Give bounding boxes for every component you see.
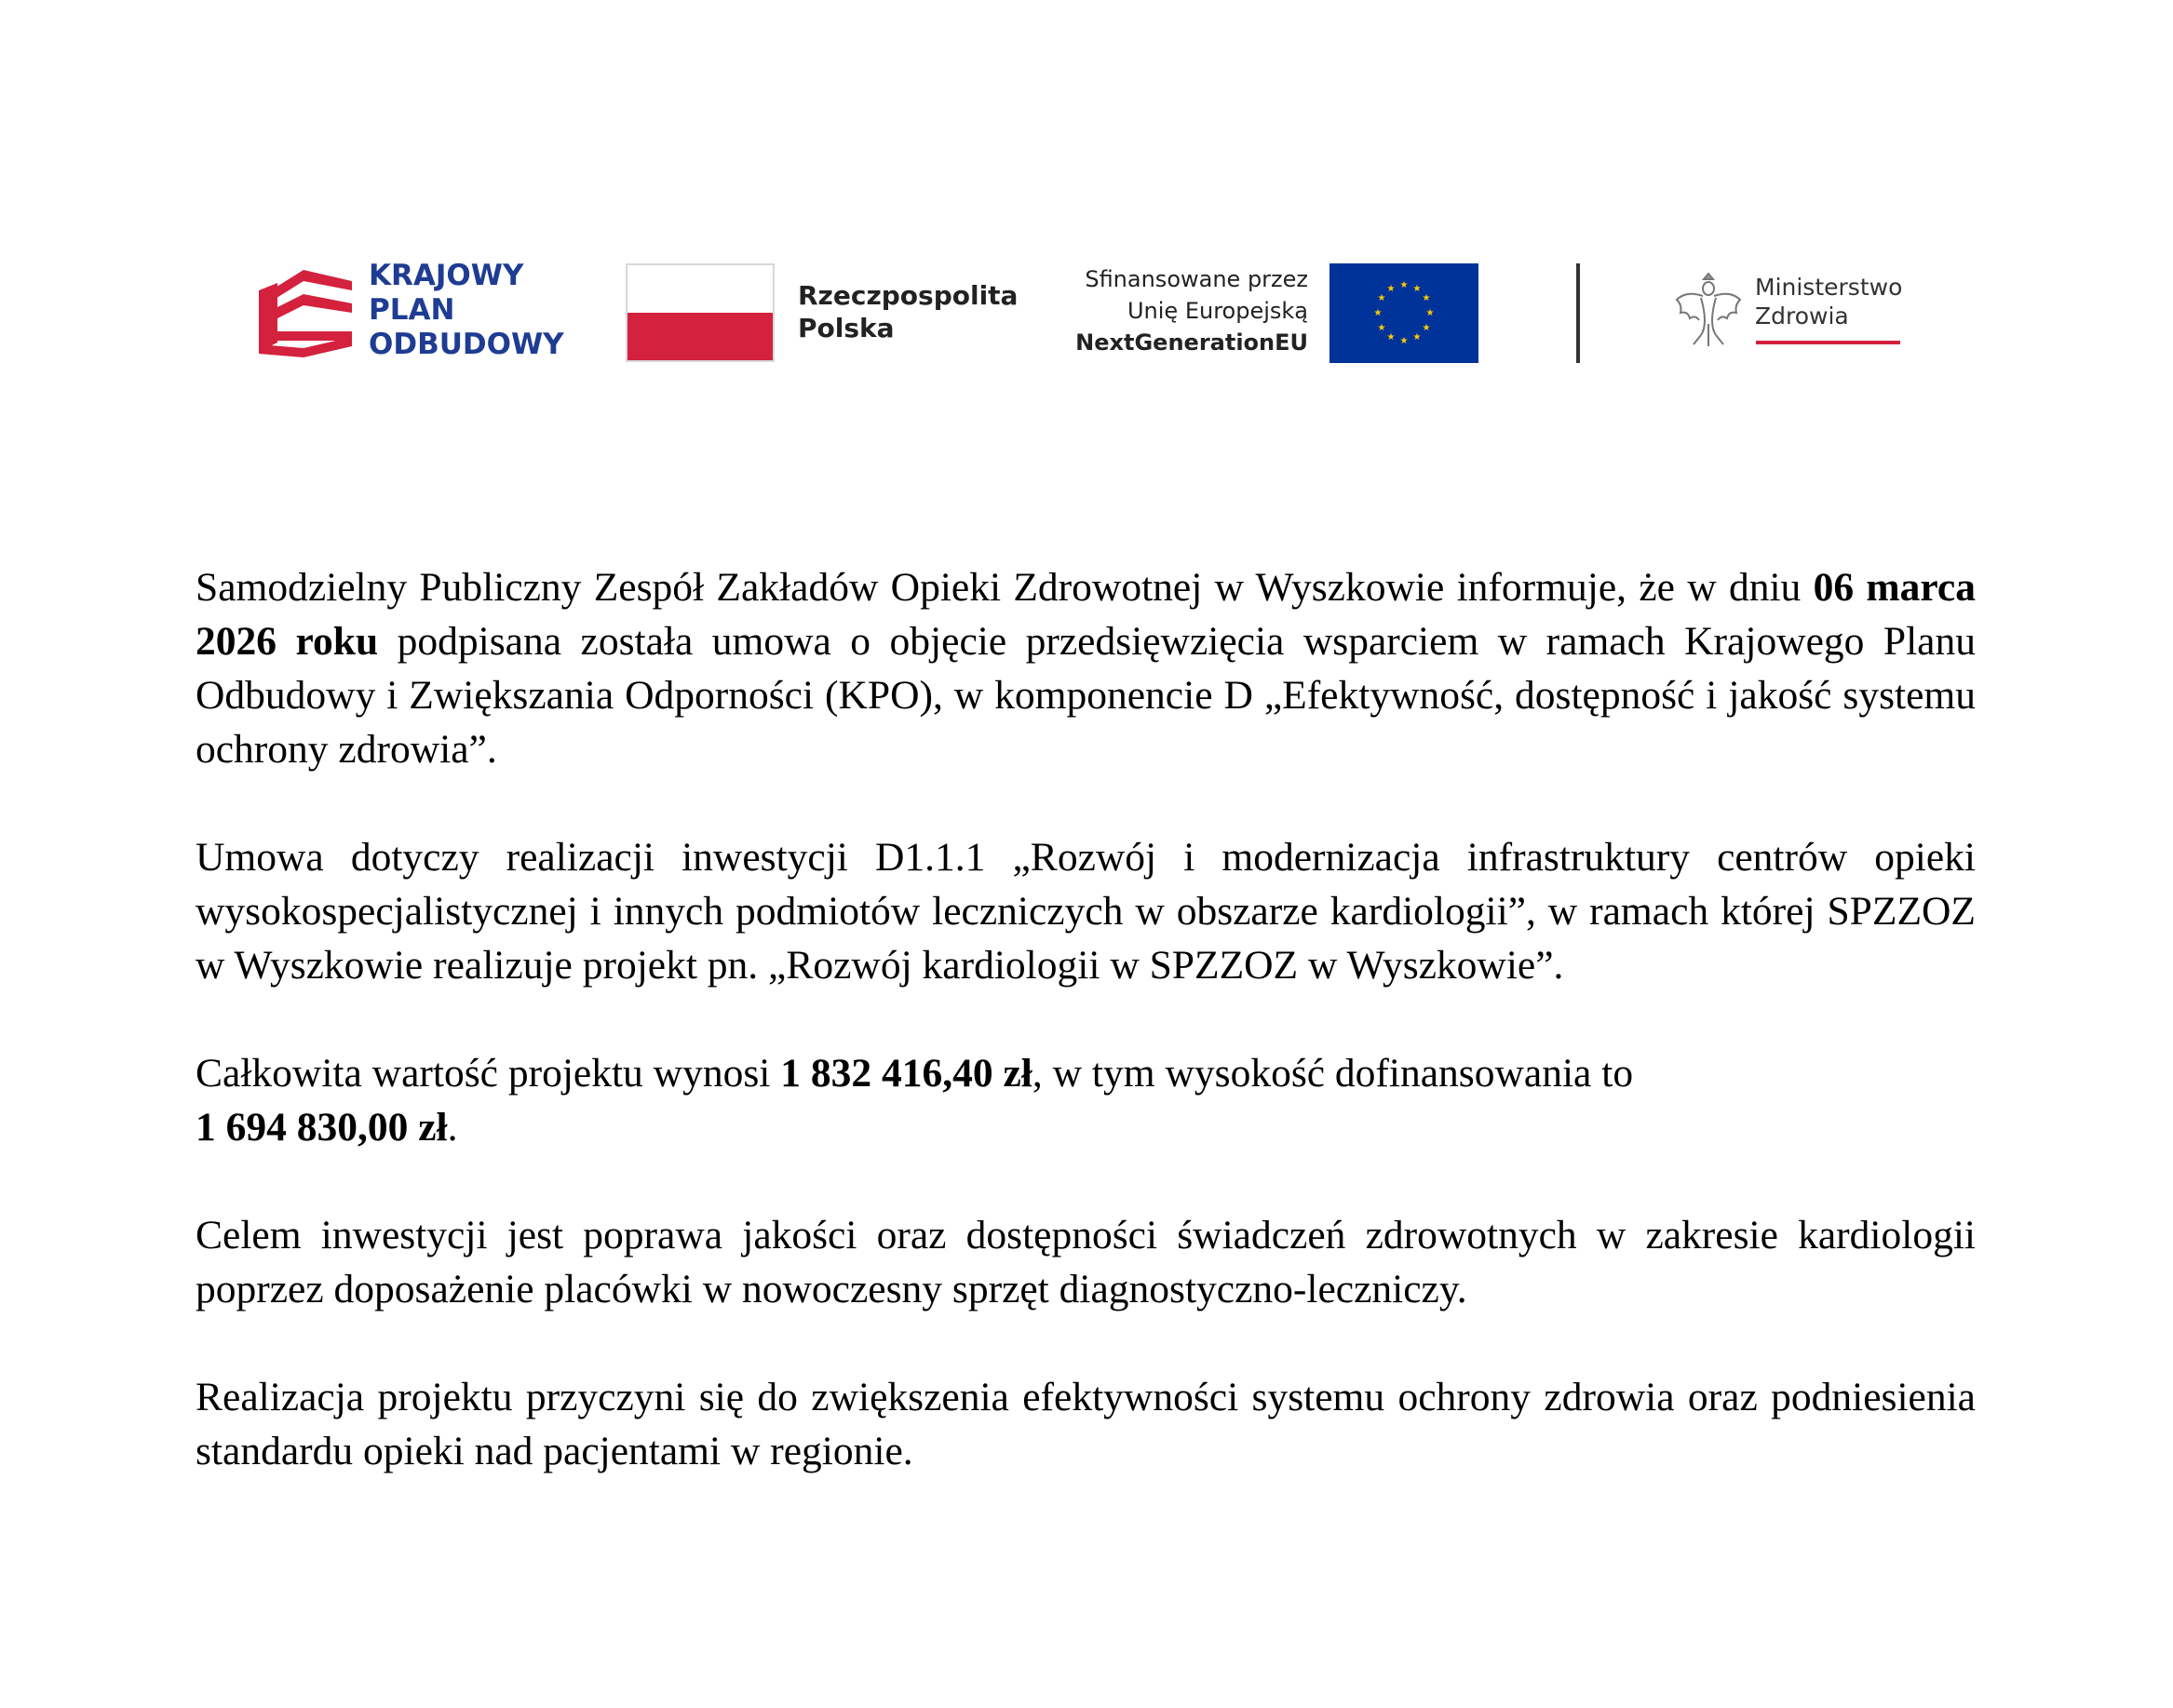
kpo-mark-icon: [259, 262, 352, 365]
svg-text:★: ★: [1425, 308, 1435, 318]
polish-eagle-icon: [1673, 268, 1744, 350]
svg-text:★: ★: [1422, 293, 1431, 303]
paragraph-value: Całkowita wartość projektu wynosi 1 832 416,40 zł, w tym wysokość dofinansowania to 1 694 830,00 zł.: [196, 1051, 1634, 1150]
funding-value: 1 694 830,00 zł: [196, 1105, 448, 1150]
signing-date: 06 marca 2026 roku: [196, 565, 1976, 664]
svg-text:★: ★: [1399, 280, 1409, 290]
logo-divider: [1576, 263, 1580, 363]
mz-underline: [1756, 341, 1900, 344]
paragraph-goal: Celem inwestycji jest poprawa jakości oraz dostępności świadczeń zdrowotnych w zakresie kardiologii poprzez doposażenie placówki w nowoczesny sprzęt diagnostyczno-leczniczy.: [196, 1213, 1976, 1311]
kpo-logo: [259, 259, 585, 365]
svg-text:★: ★: [1412, 284, 1422, 294]
svg-text:★: ★: [1386, 332, 1396, 343]
svg-text:★: ★: [1412, 332, 1422, 343]
eu-funding-text: Sfinansowane przez Unię Europejską NextGenerationEU: [1075, 266, 1308, 356]
kpo-wordmark: KRAJOWY PLAN ODBUDOWY: [369, 259, 564, 361]
svg-text:★: ★: [1373, 308, 1383, 318]
svg-text:★: ★: [1377, 293, 1386, 303]
eu-flag-icon: [1329, 263, 1478, 363]
paragraph-impact: Realizacja projektu przyczyni się do zwiększenia efektywności systemu ochrony zdrowia oraz podniesienia standardu opieki nad pacjentami w regionie.: [196, 1375, 1976, 1473]
announcement-body: [196, 560, 1976, 1532]
svg-text:★: ★: [1422, 323, 1431, 333]
svg-text:★: ★: [1386, 284, 1396, 294]
svg-text:★: ★: [1399, 336, 1409, 346]
paragraph-investment: Umowa dotyczy realizacji inwestycji D1.1.1 „Rozwój i modernizacja infrastruktury centrów opieki wysokospecjalistycznej i innych podmiotów leczniczych w obszarze kardiologii”, w ramach której SPZZOZ w Wyszkowie realizuje projekt pn. „Rozwój kardiologii w SPZZOZ w Wyszkowie”.: [196, 835, 1976, 988]
total-value: 1 832 416,40 zł: [780, 1051, 1033, 1096]
poland-flag-icon: [626, 263, 775, 362]
svg-text:★: ★: [1377, 323, 1386, 333]
rp-wordmark: Rzeczpospolita Polska: [798, 280, 1019, 343]
logo-bar: [0, 0, 2173, 391]
mz-wordmark: Ministerstwo Zdrowia: [1755, 274, 1903, 329]
paragraph-agreement: Samodzielny Publiczny Zespół Zakładów Opieki Zdrowotnej w Wyszkowie informuje, że w dniu 06 marca 2026 roku podpisana została umowa o objęcie przedsięwzięcia wsparciem w ramach Krajowego Planu Odbudowy i Zwiększania Odporności (KPO), w komponencie D „Efektywność, dostępność i jakość systemu ochrony zdrowia”.: [196, 565, 1976, 772]
